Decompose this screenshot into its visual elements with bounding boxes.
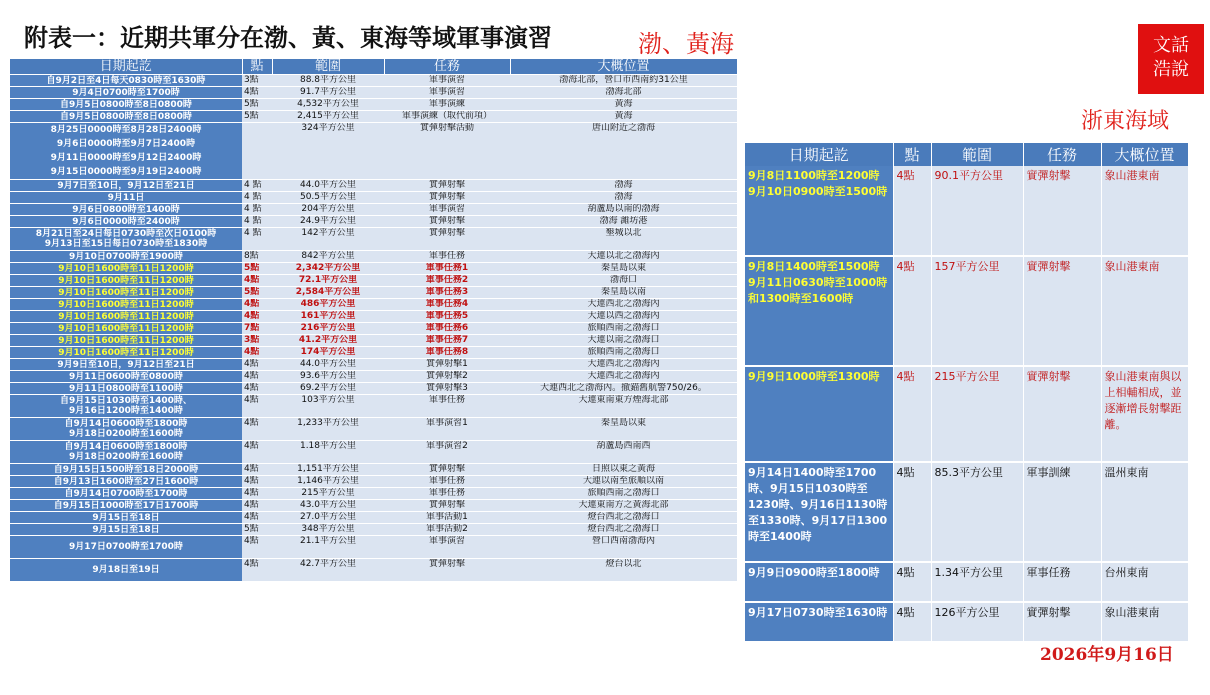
cell-points: 4點 [893, 462, 931, 562]
cell-points: 3點 [242, 75, 272, 87]
table-row [745, 256, 1188, 366]
cell-location: 旅順西南之渤海口 [510, 488, 737, 500]
cell-task: 軍事演練（取代前項） [384, 111, 510, 123]
table-row [10, 500, 737, 512]
cell-date: 9月15日至18日 [10, 512, 242, 524]
cell-task: 軍事任務7 [384, 335, 510, 347]
table-row [10, 323, 737, 335]
cell-date: 9月14日1400時至1700時、9月15日1030時至1230時、9月16日1130時至1330時、9月17日1300時至1400時 [745, 462, 893, 562]
cell-area: 1.18平方公里 [272, 441, 384, 464]
table-row [10, 536, 737, 559]
cell-area: 216平方公里 [272, 323, 384, 335]
table-row [10, 441, 737, 464]
cell-points: 4點 [242, 395, 272, 418]
table-row [10, 75, 737, 87]
cell-points: 5點 [242, 99, 272, 111]
table-row [10, 123, 737, 180]
table-row [10, 216, 737, 228]
cell-date: 9月9日0900時至1800時 [745, 562, 893, 602]
cell-date: 9月4日0700時至1700時 [10, 87, 242, 99]
table-row [10, 311, 737, 323]
brand-logo [1138, 24, 1204, 94]
cell-location: 黃海 [510, 99, 737, 111]
cell-location: 旅順西南之渤海口 [510, 347, 737, 359]
cell-points: 4 點 [242, 216, 272, 228]
cell-date: 9月8日1400時至1500時 9月11日0630時至1000時和1300時至1600時 [745, 256, 893, 366]
cell-date: 自9月5日0800時至8日0800時 [10, 111, 242, 123]
cell-task: 軍事演習 [384, 87, 510, 99]
cell-points: 4點 [242, 441, 272, 464]
cell-location: 溫州東南 [1101, 462, 1188, 562]
cell-date: 9月11日0600時至0800時 [10, 371, 242, 383]
cell-location: 大連以南之渤海口 [510, 335, 737, 347]
cell-location: 大連西北之渤海內 [510, 359, 737, 371]
cell-location: 秦皇島以南 [510, 287, 737, 299]
cell-points: 4點 [242, 275, 272, 287]
cell-area: 842平方公里 [272, 251, 384, 263]
table-row [10, 371, 737, 383]
cell-date: 9月10日1600時至11日1200時 [10, 323, 242, 335]
cell-area: 126平方公里 [931, 602, 1023, 642]
cell-points: 4點 [242, 464, 272, 476]
cell-location: 象山港東南 [1101, 256, 1188, 366]
cell-points: 5點 [242, 263, 272, 275]
cell-points: 4點 [242, 500, 272, 512]
cell-points: 3點 [242, 335, 272, 347]
cell-points: 4點 [242, 476, 272, 488]
cell-points: 8點 [242, 251, 272, 263]
document-date: 2026年9月16日 [1040, 645, 1174, 665]
cell-points: 4點 [893, 602, 931, 642]
cell-location: 大連以南至旅順以南 [510, 476, 737, 488]
table-row [10, 263, 737, 275]
cell-location: 秦皇島以東 [510, 418, 737, 441]
cell-location: 渤海北部，營口市西南約31公里 [510, 75, 737, 87]
cell-date: 自9月14日0600時至1800時 9月18日0200時至1600時 [10, 441, 242, 464]
table-row [10, 476, 737, 488]
cell-task: 軍事任務5 [384, 311, 510, 323]
cell-points: 4 點 [242, 228, 272, 251]
cell-location: 象山港東南 [1101, 602, 1188, 642]
logo-line-2: 浩說 [1153, 59, 1189, 80]
table-row [10, 299, 737, 311]
cell-location: 大連西北之渤海內。撤錨舊航警750/26。 [510, 383, 737, 395]
cell-points: 4點 [242, 488, 272, 500]
cell-task: 軍事任務 [384, 476, 510, 488]
cell-task: 實彈射擊3 [384, 383, 510, 395]
cell-task: 實彈射擊 [384, 464, 510, 476]
header-date: 日期起訖 [745, 143, 893, 166]
cell-date: 8月21日至24日每日0730時至次日0100時 9月13日至15日每日0730時至1830時 [10, 228, 242, 251]
cell-area: 348平方公里 [272, 524, 384, 536]
cell-area: 103平方公里 [272, 395, 384, 418]
cell-date: 9月7日至10日，9月12日至21日 [10, 180, 242, 192]
cell-task: 軍事任務 [384, 488, 510, 500]
cell-date: 9月18日至19日 [10, 559, 242, 582]
cell-date: 9月17日0730時至1630時 [745, 602, 893, 642]
cell-area: 1,233平方公里 [272, 418, 384, 441]
table-row [745, 462, 1188, 562]
cell-date: 9月15日至18日 [10, 524, 242, 536]
cell-area: 174平方公里 [272, 347, 384, 359]
cell-location: 燈台西北之渤海口 [510, 524, 737, 536]
cell-location: 大連以北之渤海內 [510, 251, 737, 263]
cell-task: 軍事任務4 [384, 299, 510, 311]
cell-task: 軍事活動2 [384, 524, 510, 536]
cell-points: 7點 [242, 323, 272, 335]
cell-points: 4點 [242, 299, 272, 311]
cell-area: 1.34平方公里 [931, 562, 1023, 602]
header-area: 範圍 [272, 59, 384, 75]
table-row [745, 602, 1188, 642]
cell-date: 9月10日1600時至11日1200時 [10, 263, 242, 275]
cell-area: 24.9平方公里 [272, 216, 384, 228]
table-row [10, 287, 737, 299]
cell-area: 215平方公里 [931, 366, 1023, 462]
cell-area: 44.0平方公里 [272, 359, 384, 371]
cell-points: 4點 [242, 383, 272, 395]
cell-area: 1,151平方公里 [272, 464, 384, 476]
header-points: 點 [893, 143, 931, 166]
table-row [10, 512, 737, 524]
cell-task: 實彈射擊2 [384, 371, 510, 383]
cell-date: 9月10日0700時至1900時 [10, 251, 242, 263]
left-table-header [10, 59, 737, 75]
header-location: 大概位置 [1101, 143, 1188, 166]
cell-points: 4點 [242, 512, 272, 524]
cell-date: 自9月14日0700時至1700時 [10, 488, 242, 500]
right-table-header [745, 143, 1188, 166]
table-row [10, 488, 737, 500]
zhedong-sea-label: 浙東海域 [1081, 109, 1170, 134]
cell-area: 161平方公里 [272, 311, 384, 323]
zhedong-table [745, 143, 1189, 643]
cell-task: 軍事活動1 [384, 512, 510, 524]
cell-points: 4點 [893, 562, 931, 602]
cell-location: 秦皇島以東 [510, 263, 737, 275]
cell-date: 8月25日0000時至8月28日2400時 9月6日0000時至9月7日2400時 9月11日0000時至9月12日2400時 9月15日0000時至9月19日2400時 [10, 123, 242, 180]
cell-task: 實彈射擊1 [384, 359, 510, 371]
cell-area: 1,146平方公里 [272, 476, 384, 488]
cell-points: 4點 [242, 559, 272, 582]
cell-task: 軍事任務2 [384, 275, 510, 287]
bohai-huanghai-table [10, 59, 738, 582]
cell-location: 墾城以北 [510, 228, 737, 251]
cell-location: 渤海北部 [510, 87, 737, 99]
cell-task: 軍事任務1 [384, 263, 510, 275]
cell-task: 實彈射擊 [1023, 366, 1101, 462]
cell-location: 營口西南渤海內 [510, 536, 737, 559]
cell-area: 324平方公里 [272, 123, 384, 180]
cell-date: 9月17日0700時至1700時 [10, 536, 242, 559]
header-date: 日期起訖 [10, 59, 242, 75]
cell-area: 42.7平方公里 [272, 559, 384, 582]
table-row [10, 192, 737, 204]
cell-task: 軍事任務8 [384, 347, 510, 359]
table-row [10, 111, 737, 123]
table-row [10, 251, 737, 263]
cell-area: 72.1平方公里 [272, 275, 384, 287]
cell-date: 自9月2日至4日每天0830時至1630時 [10, 75, 242, 87]
cell-task: 實彈射擊 [384, 500, 510, 512]
cell-task: 實彈射擊活動 [384, 123, 510, 180]
cell-area: 2,584平方公里 [272, 287, 384, 299]
cell-points [242, 123, 272, 180]
cell-points: 4點 [242, 347, 272, 359]
cell-area: 43.0平方公里 [272, 500, 384, 512]
cell-location: 大連西北之渤海內 [510, 371, 737, 383]
cell-location: 象山港東南與以上相輔相成，並逐漸增長射擊距離。 [1101, 366, 1188, 462]
cell-points: 4點 [242, 371, 272, 383]
logo-line-1: 文話 [1153, 35, 1189, 56]
cell-points: 4點 [893, 366, 931, 462]
cell-date: 9月8日1100時至1200時 9月10日0900時至1500時 [745, 166, 893, 256]
cell-location: 燈台以北 [510, 559, 737, 582]
cell-location: 燈台西北之渤海口 [510, 512, 737, 524]
table-row [10, 228, 737, 251]
cell-location: 渤海口 [510, 275, 737, 287]
cell-date: 自9月13日1600時至27日1600時 [10, 476, 242, 488]
table-row [745, 366, 1188, 462]
cell-area: 44.0平方公里 [272, 180, 384, 192]
cell-date: 9月9日至10日，9月12日至21日 [10, 359, 242, 371]
header-points: 點 [242, 59, 272, 75]
table-row [10, 395, 737, 418]
table-row [10, 204, 737, 216]
cell-task: 實彈射擊 [1023, 166, 1101, 256]
cell-task: 軍事演習 [384, 536, 510, 559]
table-row [10, 87, 737, 99]
table-row [745, 562, 1188, 602]
table-row [10, 180, 737, 192]
cell-task: 軍事訓練 [1023, 462, 1101, 562]
cell-location: 渤海 [510, 180, 737, 192]
cell-task: 實彈射擊 [384, 216, 510, 228]
cell-area: 142平方公里 [272, 228, 384, 251]
table-row [10, 335, 737, 347]
cell-date: 9月10日1600時至11日1200時 [10, 287, 242, 299]
cell-date: 自9月15日1000時至17日1700時 [10, 500, 242, 512]
cell-task: 軍事任務 [384, 251, 510, 263]
table-row [10, 559, 737, 582]
cell-area: 50.5平方公里 [272, 192, 384, 204]
bohai-huanghai-label: 渤、黃海 [638, 30, 734, 58]
cell-area: 27.0平方公里 [272, 512, 384, 524]
table-row [10, 418, 737, 441]
cell-task: 軍事任務6 [384, 323, 510, 335]
cell-task: 實彈射擊 [384, 228, 510, 251]
cell-points: 4點 [893, 166, 931, 256]
cell-location: 旅順西南之渤海口 [510, 323, 737, 335]
cell-points: 5點 [242, 111, 272, 123]
table-row [10, 524, 737, 536]
table-row [10, 275, 737, 287]
table-row [745, 166, 1188, 256]
cell-points: 5點 [242, 287, 272, 299]
cell-area: 91.7平方公里 [272, 87, 384, 99]
cell-date: 9月11日 [10, 192, 242, 204]
table-row [10, 359, 737, 371]
header-task: 任務 [384, 59, 510, 75]
cell-task: 實彈射擊 [384, 192, 510, 204]
cell-location: 黃海 [510, 111, 737, 123]
cell-date: 自9月15日1500時至18日2000時 [10, 464, 242, 476]
left-table-body [10, 75, 737, 582]
table-row [10, 464, 737, 476]
cell-task: 軍事演習 [384, 204, 510, 216]
cell-location: 大連東南方之黃海北部 [510, 500, 737, 512]
cell-points: 4點 [242, 87, 272, 99]
header-location: 大概位置 [510, 59, 737, 75]
cell-points: 4 點 [242, 180, 272, 192]
cell-location: 象山港東南 [1101, 166, 1188, 256]
cell-task: 軍事任務 [1023, 562, 1101, 602]
cell-area: 204平方公里 [272, 204, 384, 216]
cell-date: 9月11日0800時至1100時 [10, 383, 242, 395]
header-area: 範圍 [931, 143, 1023, 166]
cell-date: 9月6日0000時至2400時 [10, 216, 242, 228]
cell-location: 大連東南東方煙海北部 [510, 395, 737, 418]
cell-points: 4 點 [242, 192, 272, 204]
cell-date: 9月10日1600時至11日1200時 [10, 335, 242, 347]
cell-area: 85.3平方公里 [931, 462, 1023, 562]
cell-task: 實彈射擊 [384, 559, 510, 582]
cell-location: 渤海 濰坊港 [510, 216, 737, 228]
header-task: 任務 [1023, 143, 1101, 166]
right-table-body [745, 166, 1188, 642]
cell-points: 4 點 [242, 204, 272, 216]
cell-date: 9月10日1600時至11日1200時 [10, 275, 242, 287]
cell-points: 4點 [242, 536, 272, 559]
cell-date: 9月9日1000時至1300時 [745, 366, 893, 462]
cell-location: 大連以西之渤海內 [510, 311, 737, 323]
cell-area: 93.6平方公里 [272, 371, 384, 383]
cell-area: 69.2平方公里 [272, 383, 384, 395]
cell-task: 實彈射擊 [384, 180, 510, 192]
cell-task: 軍事演習2 [384, 441, 510, 464]
cell-task: 軍事演習1 [384, 418, 510, 441]
table-row [10, 347, 737, 359]
cell-date: 自9月14日0600時至1800時 9月18日0200時至1600時 [10, 418, 242, 441]
cell-points: 4點 [242, 359, 272, 371]
cell-location: 渤海 [510, 192, 737, 204]
cell-date: 自9月5日0800時至8日0800時 [10, 99, 242, 111]
cell-area: 215平方公里 [272, 488, 384, 500]
cell-location: 葫蘆島西南西 [510, 441, 737, 464]
table-row [10, 383, 737, 395]
cell-location: 日照以東之黃海 [510, 464, 737, 476]
cell-date: 9月10日1600時至11日1200時 [10, 347, 242, 359]
cell-date: 自9月15日1030時至1400時、 9月16日1200時至1400時 [10, 395, 242, 418]
cell-area: 157平方公里 [931, 256, 1023, 366]
cell-location: 唐山附近之渤海 [510, 123, 737, 180]
cell-task: 軍事任務3 [384, 287, 510, 299]
cell-location: 台州東南 [1101, 562, 1188, 602]
cell-task: 軍事任務 [384, 395, 510, 418]
cell-points: 4點 [242, 418, 272, 441]
cell-points: 5點 [242, 524, 272, 536]
cell-area: 2,342平方公里 [272, 263, 384, 275]
cell-date: 9月6日0800時至1400時 [10, 204, 242, 216]
cell-points: 4點 [893, 256, 931, 366]
table-row [10, 99, 737, 111]
cell-area: 21.1平方公里 [272, 536, 384, 559]
cell-area: 90.1平方公里 [931, 166, 1023, 256]
cell-date: 9月10日1600時至11日1200時 [10, 311, 242, 323]
cell-area: 2,415平方公里 [272, 111, 384, 123]
cell-task: 軍事演練 [384, 99, 510, 111]
page-title: 附表一：近期共軍分在渤、黃、東海等域軍事演習 [24, 23, 552, 52]
cell-date: 9月10日1600時至11日1200時 [10, 299, 242, 311]
cell-area: 88.8平方公里 [272, 75, 384, 87]
cell-points: 4點 [242, 311, 272, 323]
cell-location: 大連西北之渤海內 [510, 299, 737, 311]
cell-task: 實彈射擊 [1023, 602, 1101, 642]
cell-area: 41.2平方公里 [272, 335, 384, 347]
cell-area: 486平方公里 [272, 299, 384, 311]
cell-location: 葫蘆島以南的渤海 [510, 204, 737, 216]
cell-task: 實彈射擊 [1023, 256, 1101, 366]
cell-area: 4,532平方公里 [272, 99, 384, 111]
cell-task: 軍事演習 [384, 75, 510, 87]
